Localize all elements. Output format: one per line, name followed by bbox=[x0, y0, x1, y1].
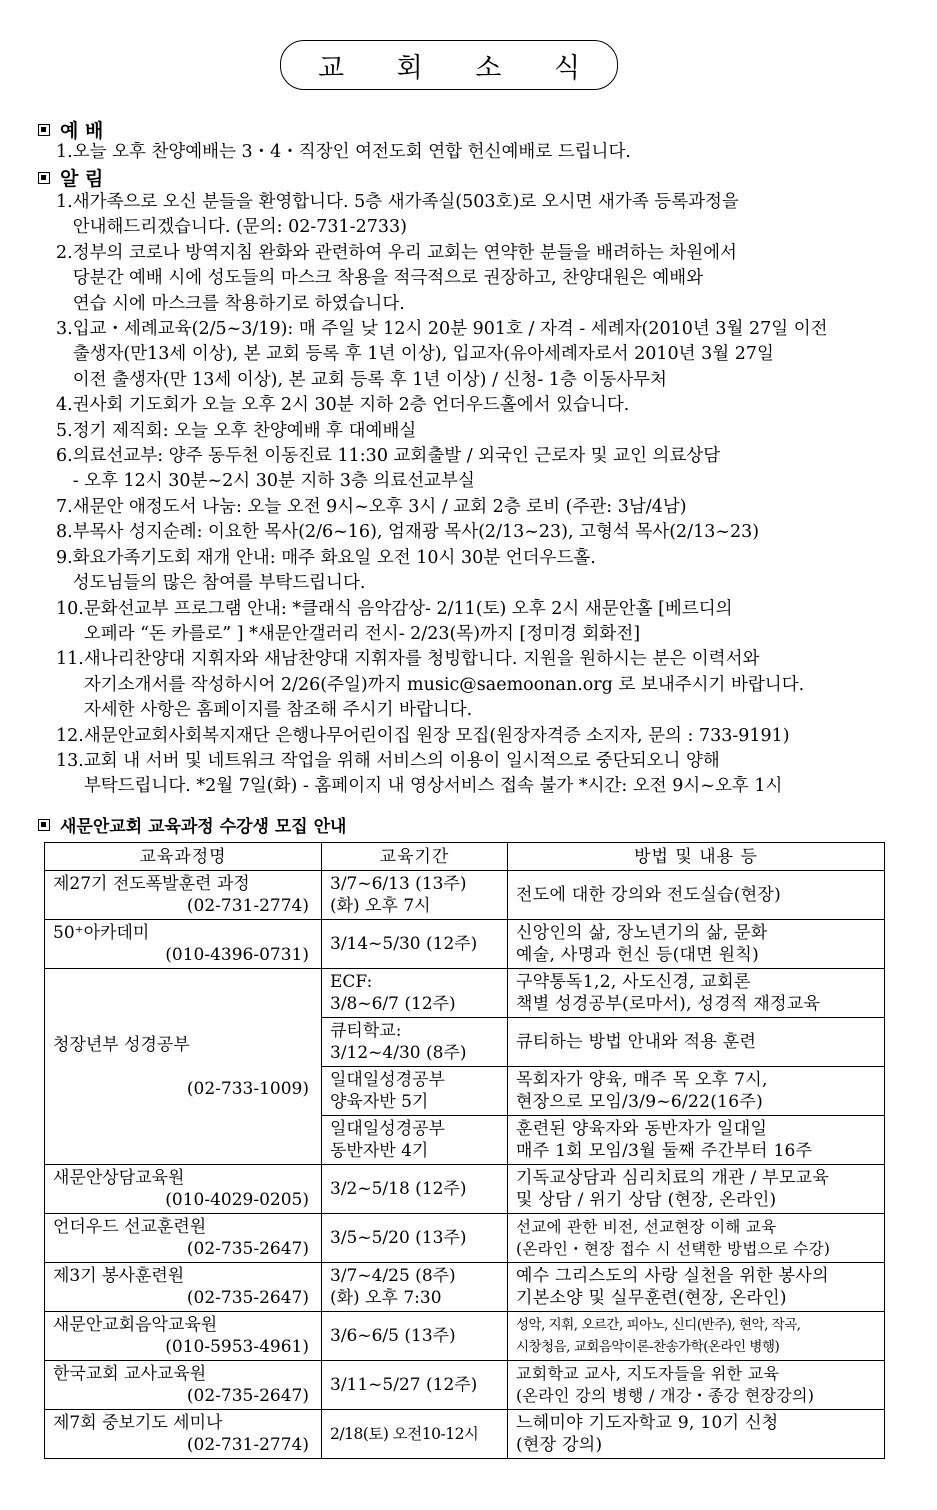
item-text: 의료선교부: 양주 동두천 이동진료 11:30 교회출발 / 외국인 근로자 및 교인 의료상담 - 오후 12시 30분~2시 30분 지하 3층 의료선교부실 bbox=[72, 446, 721, 492]
item-number: 9. bbox=[56, 547, 73, 568]
course-content: 큐티하는 방법 안내와 적용 훈련 bbox=[508, 1018, 885, 1067]
course-name: 새문안상담교육원 bbox=[53, 1168, 185, 1188]
list-item bbox=[56, 520, 896, 545]
course-phone: (02-733-1009) bbox=[186, 1078, 309, 1099]
course-name-cell bbox=[45, 1361, 322, 1410]
table-row bbox=[45, 1410, 885, 1459]
course-period: 3/5~5/20 (13주) bbox=[322, 1214, 508, 1263]
page-title: 교 회 소 식 bbox=[317, 52, 603, 84]
notices-heading bbox=[38, 164, 103, 191]
list-item bbox=[56, 444, 896, 495]
list-item bbox=[56, 190, 896, 241]
course-name: 한국교회 교사교육원 bbox=[53, 1364, 207, 1384]
item-number: 10. bbox=[56, 598, 84, 619]
worship-heading bbox=[38, 116, 103, 143]
list-item bbox=[56, 495, 896, 520]
list-item bbox=[56, 597, 896, 648]
item-number: 8. bbox=[56, 522, 73, 543]
course-content: 교회학교 교사, 지도자들을 위한 교육 (온라인 강의 병행 / 개강・종강 현장강의) bbox=[508, 1361, 885, 1410]
course-phone: (02-735-2647) bbox=[186, 1386, 309, 1406]
course-period: 큐티학교: 3/12~4/30 (8주) bbox=[322, 1018, 508, 1067]
square-bullet-icon bbox=[38, 819, 50, 831]
course-phone: (010-5953-4961) bbox=[165, 1337, 309, 1357]
course-phone: (02-731-2774) bbox=[186, 1435, 309, 1455]
square-bullet-icon bbox=[38, 124, 50, 136]
course-content: 훈련된 양육자와 동반자가 일대일 매주 1회 모임/3월 둘째 주간부터 16주 bbox=[508, 1116, 885, 1165]
item-number: 6. bbox=[56, 446, 73, 467]
course-period: 일대일성경공부 동반자반 4기 bbox=[322, 1116, 508, 1165]
item-text: 새나리찬양대 지휘자와 새남찬양대 지휘자를 청빙합니다. 지원을 원하시는 분은 이력서와 자기소개서를 작성하시어 2/26(주일)까지 music@saemoonan.org 로 보내주시기 바랍니다. 자세한 사항은 홈페이지를 참조해 주시기 바랍니다. bbox=[83, 649, 805, 721]
item-text: 교회 내 서버 및 네트워크 작업을 위해 서비스의 이용이 일시적으로 중단되오니 양해 부탁드립니다. *2월 7일(화) - 홈페이지 내 영상서비스 접속 불가 *시간: 오전 9시~오후 1시 bbox=[83, 750, 783, 797]
course-content: 목회자가 양육, 매주 목 오후 7시, 현장으로 모임/3/9~6/22(16주) bbox=[508, 1067, 885, 1116]
table-header-row bbox=[45, 843, 885, 871]
course-phone: (010-4029-0205) bbox=[165, 1190, 309, 1210]
list-item bbox=[56, 419, 896, 444]
course-period: 3/7~6/13 (13주) (화) 오후 7시 bbox=[322, 871, 508, 920]
item-number: 4. bbox=[56, 395, 73, 416]
list-item bbox=[56, 749, 896, 800]
course-phone: (02-731-2774) bbox=[186, 896, 309, 916]
course-period: 3/7~4/25 (8주) (화) 오후 7:30 bbox=[322, 1263, 508, 1312]
column-header: 방법 및 내용 등 bbox=[508, 843, 885, 871]
course-period: 2/18(토) 오전10-12시 bbox=[322, 1410, 508, 1459]
item-text: 부목사 성지순례: 이요한 목사(2/6~16), 엄재광 목사(2/13~23), 고형석 목사(2/13~23) bbox=[72, 522, 760, 543]
course-name: 50⁺아카데미 bbox=[53, 923, 150, 943]
course-name: 제7회 중보기도 세미나 bbox=[53, 1413, 223, 1433]
course-phone: (010-4396-0731) bbox=[165, 945, 309, 965]
list-item bbox=[56, 724, 896, 749]
course-name: 새문안교회음악교육원 bbox=[53, 1315, 218, 1335]
list-item bbox=[56, 140, 896, 165]
course-content: 선교에 관한 비전, 선교현장 이해 교육 (온라인・현장 접수 시 선택한 방법으로 수강) bbox=[508, 1214, 885, 1263]
course-name: 제27기 전도폭발훈련 과정 bbox=[53, 874, 250, 894]
item-text: 새문안교회사회복지재단 은행나무어린이집 원장 모집(원장자격증 소지자, 문의 : 733-9191) bbox=[83, 725, 790, 746]
table-row bbox=[45, 1263, 885, 1312]
course-period: 3/14~5/30 (12주) bbox=[322, 920, 508, 969]
course-name-cell bbox=[45, 1312, 322, 1361]
course-content: 전도에 대한 강의와 전도실습(현장) bbox=[508, 871, 885, 920]
column-header: 교육기간 bbox=[322, 843, 508, 871]
item-number: 12. bbox=[56, 725, 84, 746]
course-name-cell bbox=[45, 1263, 322, 1312]
course-name: 언더우드 선교훈련원 bbox=[53, 1217, 207, 1237]
course-phone: (02-735-2647) bbox=[186, 1239, 309, 1259]
course-name: 제3기 봉사훈련원 bbox=[53, 1266, 185, 1286]
table-row bbox=[45, 871, 885, 920]
item-number: 3. bbox=[56, 319, 73, 340]
table-row bbox=[45, 969, 885, 1018]
course-name: 청장년부 성경공부 bbox=[53, 1034, 190, 1055]
column-header: 교육과정명 bbox=[45, 843, 322, 871]
course-content: 기독교상담과 심리치료의 개관 / 부모교육 및 상담 / 위기 상담 (현장, 온라인) bbox=[508, 1165, 885, 1214]
list-item bbox=[56, 241, 896, 317]
course-period: 3/2~5/18 (12주) bbox=[322, 1165, 508, 1214]
course-name-cell bbox=[45, 1214, 322, 1263]
item-text: 권사회 기도회가 오늘 오후 2시 30분 지하 2층 언더우드홀에서 있습니다. bbox=[72, 395, 630, 416]
education-heading-label: 새문안교회 교육과정 수강생 모집 안내 bbox=[60, 817, 347, 837]
list-item bbox=[56, 317, 896, 393]
item-number: 1. bbox=[56, 192, 73, 212]
item-text: 새가족으로 오신 분들을 환영합니다. 5층 새가족실(503호)로 오시면 새가족 등록과정을 안내해드리겠습니다. (문의: 02-731-2733) bbox=[72, 192, 739, 238]
square-bullet-icon bbox=[38, 172, 50, 184]
course-content: 구약통독1,2, 사도신경, 교회론 책별 성경공부(로마서), 성경적 재정교육 bbox=[508, 969, 885, 1018]
item-number: 2. bbox=[56, 242, 73, 263]
title-box bbox=[280, 40, 618, 90]
education-heading bbox=[38, 812, 346, 837]
item-text: 정기 제직회: 오늘 오후 찬양예배 후 대예배실 bbox=[72, 420, 417, 441]
course-content: 예수 그리스도의 사랑 실천을 위한 봉사의 기본소양 및 실무훈련(현장, 온라인) bbox=[508, 1263, 885, 1312]
list-item bbox=[56, 393, 896, 418]
item-text: 화요가족기도회 재개 안내: 매주 화요일 오전 10시 30분 언더우드홀. 성도님들의 많은 참여를 부탁드립니다. bbox=[72, 547, 596, 594]
course-period: ECF: 3/8~6/7 (12주) bbox=[322, 969, 508, 1018]
item-text: 정부의 코로나 방역지침 완화와 관련하여 우리 교회는 연약한 분들을 배려하는 차원에서 당분간 예배 시에 성도들의 마스크 착용을 적극적으로 권장하고, 찬양대원은 예배와 연습 시에 마스크를 착용하기로 하였습니다. bbox=[72, 242, 737, 314]
table-row bbox=[45, 1361, 885, 1410]
course-phone: (02-735-2647) bbox=[186, 1288, 309, 1308]
course-period: 3/6~6/5 (13주) bbox=[322, 1312, 508, 1361]
list-item bbox=[56, 647, 896, 723]
course-content: 느헤미야 기도자학교 9, 10기 신청 (현장 강의) bbox=[508, 1410, 885, 1459]
item-number: 7. bbox=[56, 496, 73, 517]
course-name-cell bbox=[45, 920, 322, 969]
course-name-cell bbox=[45, 871, 322, 920]
notices-heading-label: 알 림 bbox=[60, 168, 104, 190]
course-name-cell bbox=[45, 1165, 322, 1214]
item-number: 5. bbox=[56, 420, 73, 441]
table-row bbox=[45, 1165, 885, 1214]
course-name-cell bbox=[45, 1410, 322, 1459]
course-period: 3/11~5/27 (12주) bbox=[322, 1361, 508, 1410]
course-content: 신앙인의 삶, 장노년기의 삶, 문화 예술, 사명과 헌신 등(대면 원칙) bbox=[508, 920, 885, 969]
course-content: 성악, 지휘, 오르간, 피아노, 신디(반주), 현악, 작곡, 시창청음, 교회음악이론-찬송가학(온라인 병행) bbox=[508, 1312, 885, 1361]
item-number: 11. bbox=[56, 649, 84, 670]
item-text: 문화선교부 프로그램 안내: *클래식 음악감상- 2/11(토) 오후 2시 새문안홀 [베르디의 오페라 “돈 카를로” ] *새문안갤러리 전시- 2/23(목)까지 [정미경 회화전] bbox=[83, 598, 733, 644]
notices-list bbox=[56, 190, 896, 800]
item-number: 1. bbox=[56, 142, 73, 162]
list-item bbox=[56, 546, 896, 597]
worship-heading-label: 예 배 bbox=[60, 120, 104, 142]
education-table bbox=[44, 842, 885, 1459]
course-name-cell bbox=[45, 969, 322, 1165]
item-text: 오늘 오후 찬양예배는 3・4・직장인 여전도회 연합 헌신예배로 드립니다. bbox=[72, 142, 631, 162]
item-number: 13. bbox=[56, 750, 84, 771]
item-text: 입교・세례교육(2/5~3/19): 매 주일 낮 12시 20분 901호 / 자격 - 세례자(2010년 3월 27일 이전 출생자(만13세 이상), 본 교회 등록 후 1년 이상), 입교자(유아세례자로서 2010년 3월 27일 이전 출생자(만 13세 이상), 본 교회 등록 후 1년 이상) / 신청- 1층 이동사무처 bbox=[72, 319, 828, 390]
table-row bbox=[45, 1312, 885, 1361]
worship-list bbox=[56, 140, 896, 165]
table-row bbox=[45, 920, 885, 969]
item-text: 새문안 애정도서 나눔: 오늘 오전 9시~오후 3시 / 교회 2층 로비 (주관: 3남/4남) bbox=[72, 496, 687, 517]
table-row bbox=[45, 1214, 885, 1263]
course-period: 일대일성경공부 양육자반 5기 bbox=[322, 1067, 508, 1116]
